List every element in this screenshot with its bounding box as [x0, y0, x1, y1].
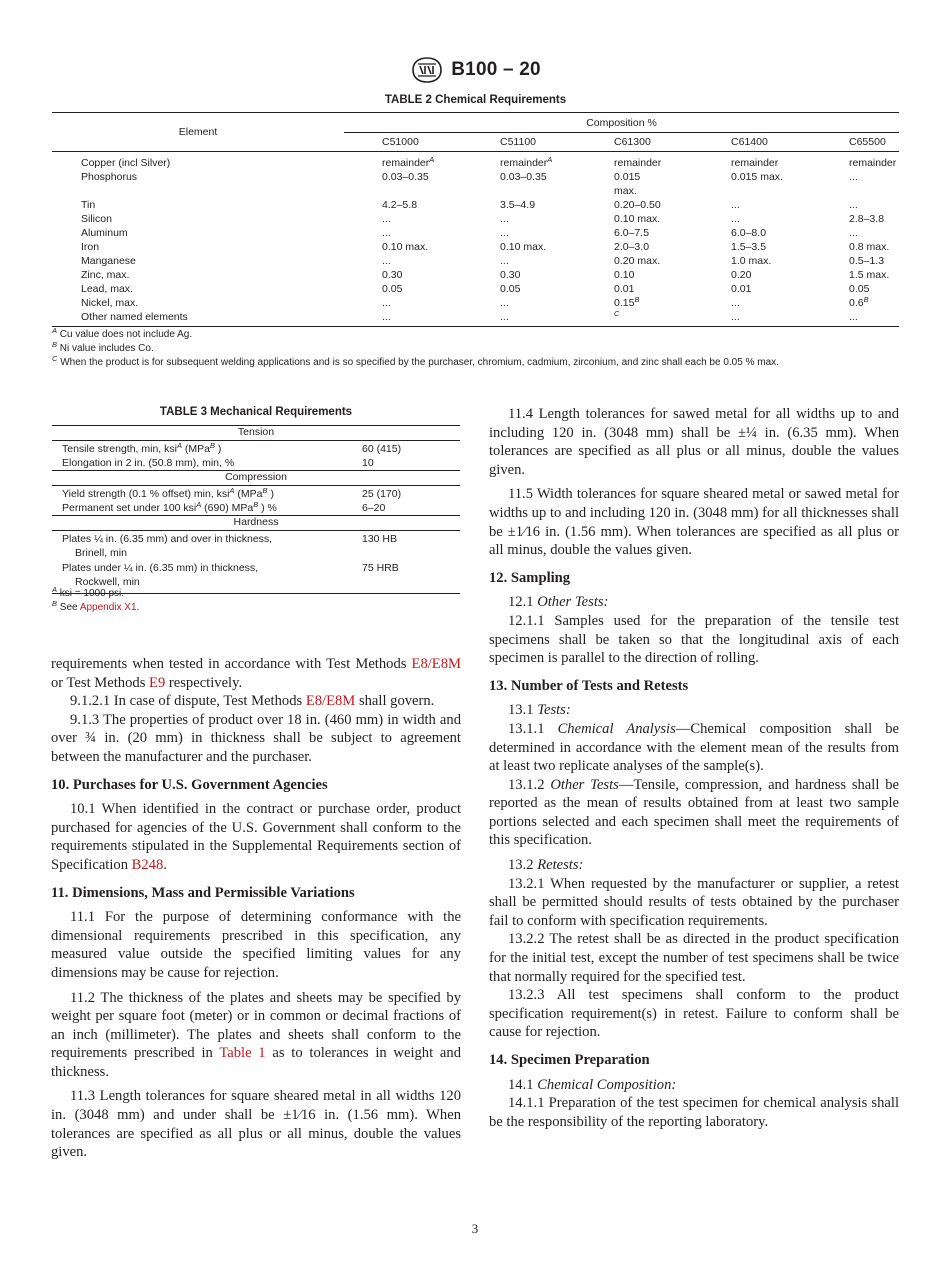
- composition-cell: ...: [382, 213, 391, 225]
- paragraph: 11.1 For the purpose of determining conformance with the dimensional requirements prescribed in this specification, any measured value outside the specified limiting values for any dimensions may be cause for rejection.: [51, 909, 461, 981]
- section-heading-13: 13. Number of Tests and Retests: [489, 677, 689, 694]
- composition-cell: ...: [731, 297, 740, 309]
- composition-cell: ...: [849, 199, 858, 211]
- composition-cell: remainder: [849, 157, 897, 169]
- footnote: $^C$ When the product is for subsequent welding applications and is so specified by the purchaser, chromium, cadmium, zirconium, and zinc shall each be 0.05 % max.: [52, 354, 779, 368]
- footnote: $^A$ Cu value does not include Ag.: [52, 326, 193, 340]
- composition-cell: 0.015 max.: [731, 171, 783, 183]
- composition-cell: 6.0–8.0: [731, 227, 767, 239]
- composition-cell: ...: [382, 255, 391, 267]
- composition-cell: 0.20–0.50: [614, 199, 661, 211]
- element-name: Tin: [81, 199, 96, 211]
- composition-cell: 2.0–3.0: [614, 241, 650, 253]
- page-number: 3: [471, 1221, 479, 1236]
- paragraph: 13.2.2 The retest shall be as directed in the product specification for the initial test, except the number of test specimens shall be twice that normally required for the specified test.: [489, 931, 899, 985]
- composition-cell: ...: [382, 297, 391, 309]
- alloy-header: C61300: [578, 133, 695, 152]
- paragraph: 14.1 Chemical Composition:: [508, 1076, 677, 1093]
- paragraph: requirements when tested in accordance with Test Methods E8/E8M or Test Methods E9 respectively.: [51, 656, 461, 691]
- section-heading-14: 14. Specimen Preparation: [489, 1052, 650, 1068]
- paragraph: 12.1 Other Tests:: [508, 594, 609, 611]
- table2-footnotes: [52, 328, 902, 370]
- element-name: Other named elements: [52, 310, 344, 327]
- left-column: [51, 655, 461, 1162]
- composition-cell: ...: [500, 213, 509, 225]
- composition-cell: ...: [849, 171, 858, 183]
- composition-cell: 2.8–3.8: [849, 213, 885, 225]
- document-id: B100 – 20: [451, 59, 541, 80]
- element-name: Lead, max.: [81, 283, 133, 295]
- paragraph: 13.1.2 Other Tests—Tensile, compression, and hardness shall be reported as the mean of results obtained from at least two sample portions selected and each specimen shall meet the requirements of this specification.: [489, 776, 899, 849]
- composition-cell: 4.2–5.8: [382, 199, 418, 211]
- section-heading-10: 10. Purchases for U.S. Government Agencies: [51, 776, 328, 793]
- row-value: 130 HB: [362, 533, 398, 545]
- table-row: [52, 282, 899, 296]
- composition-cell: 1.5 max.: [849, 269, 890, 281]
- paragraph: 9.1.2.1 In case of dispute, Test Methods E8/E8M shall govern.: [70, 693, 435, 710]
- table-row: [52, 170, 899, 198]
- composition-cell: 0.8 max.: [849, 241, 890, 253]
- table-row: [52, 212, 899, 226]
- composition-cell: ...: [382, 227, 391, 239]
- composition-cell: 0.05: [500, 283, 521, 295]
- table3-caption: TABLE 3 Mechanical Requirements: [159, 406, 353, 418]
- composition-cell: ...: [731, 213, 740, 225]
- table-row: [52, 198, 899, 212]
- composition-cell: 0.015 max.: [614, 171, 641, 197]
- element-name: Aluminum: [81, 227, 128, 239]
- composition-cell: ...: [500, 297, 509, 309]
- paragraph: 13.2 Retests:: [508, 857, 584, 874]
- footnote: $^A$ ksi = 1000 psi.: [52, 585, 125, 599]
- paragraph: 11.5 Width tolerances for square sheared metal or sawed metal for widths up to and including 120 in. (3048 mm) for all thicknesses shall be ±1⁄16 in. (1.56 mm). When tolerances are specified as all plus or all minus, double the values given.: [489, 486, 899, 559]
- row-label: Yield strength (0.1 % offset) min, ksi$^A$ (MPa$^B$ ): [62, 486, 274, 500]
- section-heading-12: 12. Sampling: [489, 569, 571, 586]
- composition-header: Composition %: [344, 113, 899, 133]
- row-value: 10: [362, 456, 374, 469]
- section-header: Compression: [52, 471, 460, 486]
- composition-cell: remainder$^A$: [500, 155, 553, 169]
- b248-link[interactable]: B248: [131, 856, 164, 873]
- paragraph: 11.3 Length tolerances for square sheared metal in all widths 120 in. (3048 mm) and under shall be ±1⁄16 in. (1.56 mm). When tolerances are specified as all plus or all minus, double the values given.: [51, 1088, 461, 1161]
- page-header: [0, 56, 950, 84]
- composition-cell: 0.05: [849, 283, 870, 295]
- section-header: Tension: [52, 426, 460, 441]
- appendix-x1-link[interactable]: Appendix X1: [79, 602, 137, 613]
- composition-cell: ...: [500, 255, 509, 267]
- astm-logo-icon: [409, 56, 445, 84]
- composition-cell: $0.15^B$: [614, 295, 640, 309]
- table3-footnotes: [52, 587, 460, 615]
- paragraph: 10.1 When identified in the contract or purchase order, product purchased for agencies of the U.S. Government shall conform to the requirements stipulated in the Supplemental Requirements section of Specification B248.: [51, 801, 461, 873]
- paragraph: 12.1.1 Samples used for the preparation of the tensile test specimens shall be taken so that the longitudinal axis of each specimen is parallel to the direction of rolling.: [489, 612, 899, 667]
- table-row: [52, 226, 899, 240]
- table1-link[interactable]: Table 1: [219, 1045, 266, 1062]
- row-label: Permanent set under 100 ksi$^A$ (690) MPa$^B$ ) %: [62, 499, 277, 514]
- row-value: 60 (415): [362, 443, 402, 455]
- composition-cell: remainder: [731, 157, 779, 169]
- paragraph: 13.1 Tests:: [508, 702, 571, 719]
- composition-cell: 6.0–7.5: [614, 227, 650, 239]
- table2-caption: TABLE 2 Chemical Requirements: [384, 94, 567, 106]
- element-name: Iron: [81, 241, 100, 253]
- paragraph: 9.1.3 The properties of product over 18 in. (460 mm) in width and over ¾ in. (20 mm) in thickness shall be subject to agreement between the manufacturer and the purchaser.: [51, 711, 461, 765]
- composition-cell: 0.20: [731, 269, 752, 281]
- right-column: [489, 405, 899, 1131]
- paragraph: 14.1.1 Preparation of the test specimen for chemical analysis shall be the responsibility of the reporting laboratory.: [489, 1095, 899, 1130]
- paragraph: 13.2.1 When requested by the manufacturer or supplier, a retest shall be permitted should results of tests obtained by the purchaser fail to conform with specification requirements.: [489, 875, 899, 929]
- alloy-header: C51100: [462, 133, 578, 152]
- composition-cell: 0.10 max.: [382, 241, 429, 253]
- table-row: [52, 268, 899, 282]
- table-row: [52, 296, 899, 310]
- section-header: Hardness: [52, 516, 460, 531]
- e9-link[interactable]: E9: [149, 674, 166, 691]
- table-row: [52, 310, 899, 327]
- row-label: Tensile strength, min, ksi$^A$ (MPa$^B$ ): [62, 441, 222, 455]
- composition-cell: 0.10 max.: [500, 241, 547, 253]
- composition-cell: ...: [500, 227, 509, 239]
- footnote: $^B$ See Appendix X1.: [52, 599, 140, 613]
- composition-cell: 3.5–4.9: [500, 199, 536, 211]
- section-heading-11: 11. Dimensions, Mass and Permissible Variations: [51, 884, 355, 901]
- composition-cell: remainder: [614, 157, 662, 169]
- alloy-header: C61400: [695, 133, 813, 152]
- table-row: [52, 254, 899, 268]
- e8-link[interactable]: E8/E8M: [305, 693, 356, 710]
- composition-cell: 0.10 max.: [614, 213, 661, 225]
- composition-cell: 0.5–1.3: [849, 255, 885, 267]
- element-name: Manganese: [81, 255, 136, 267]
- row-label: Plates under ¼ in. (6.35 mm) in thickness, Rockwell, min: [52, 560, 362, 594]
- table2-body: [52, 152, 899, 327]
- row-value: 6–20: [362, 501, 386, 514]
- paragraph: 13.2.3 All test specimens shall conform to the product specification requirement(s) in retest. Failure to conform shall be cause for rejection.: [489, 987, 899, 1041]
- paragraph: 11.4 Length tolerances for sawed metal for all widths up to and including 120 in. (3048 mm) shall be ±¼ in. (6.35 mm). When tolerances are specified as all plus or all minus, double the values given.: [489, 406, 899, 478]
- row-value: 75 HRB: [362, 560, 460, 594]
- e8-link[interactable]: E8/E8M: [411, 656, 461, 672]
- row-value: 25 (170): [362, 488, 402, 500]
- element-name: Zinc, max.: [81, 269, 130, 281]
- element-name: Copper (incl Silver): [81, 157, 171, 169]
- composition-cell: 1.5–3.5: [731, 241, 767, 253]
- composition-cell: ...: [695, 310, 813, 327]
- composition-cell: ...: [344, 310, 462, 327]
- composition-cell: 0.03–0.35: [382, 171, 429, 183]
- composition-cell: ...: [462, 310, 578, 327]
- composition-cell: ...: [731, 199, 740, 211]
- row-label: Elongation in 2 in. (50.8 mm), min, %: [62, 456, 235, 469]
- composition-cell: 0.05: [382, 283, 403, 295]
- composition-cell: 0.01: [731, 283, 752, 295]
- alloy-header: C51000: [344, 133, 462, 152]
- table-row: [52, 152, 899, 171]
- composition-cell: 0.01: [614, 283, 635, 295]
- composition-cell: 0.10: [614, 269, 635, 281]
- composition-cell: C: [578, 310, 695, 327]
- table-row: [52, 240, 899, 254]
- composition-cell: 0.20 max.: [614, 255, 661, 267]
- paragraph: 11.2 The thickness of the plates and sheets may be specified by weight per square foot (meter) or in common or decimal fractions of an inch (millimeter). The plates and sheets shall conform to the requirements prescribed in Table 1 as to tolerances in weight and thickness.: [51, 989, 461, 1080]
- composition-cell: 0.30: [382, 269, 403, 281]
- composition-cell: ...: [813, 310, 899, 327]
- composition-cell: 0.03–0.35: [500, 171, 547, 183]
- paragraph: 13.1.1 Chemical Analysis—Chemical composition shall be determined in accordance with the element mean of the results from at least two replicate analyses of the sample(s).: [489, 720, 899, 775]
- composition-cell: $0.6^B$: [849, 295, 869, 309]
- chemical-requirements-table: [52, 112, 899, 327]
- composition-cell: 1.0 max.: [731, 255, 772, 267]
- row-label: Plates ¼ in. (6.35 mm) and over in thickness, Brinell, min: [62, 533, 273, 559]
- element-name: Silicon: [81, 213, 112, 225]
- composition-cell: 0.30: [500, 269, 521, 281]
- composition-cell: ...: [849, 227, 858, 239]
- composition-cell: remainder$^A$: [382, 155, 435, 169]
- element-name: Nickel, max.: [81, 297, 139, 309]
- alloy-header: C65500: [813, 133, 899, 152]
- element-header: Element: [52, 113, 344, 152]
- mechanical-requirements-table: [52, 425, 460, 594]
- element-name: Phosphorus: [81, 171, 138, 183]
- footnote: $^B$ Ni value includes Co.: [52, 340, 154, 354]
